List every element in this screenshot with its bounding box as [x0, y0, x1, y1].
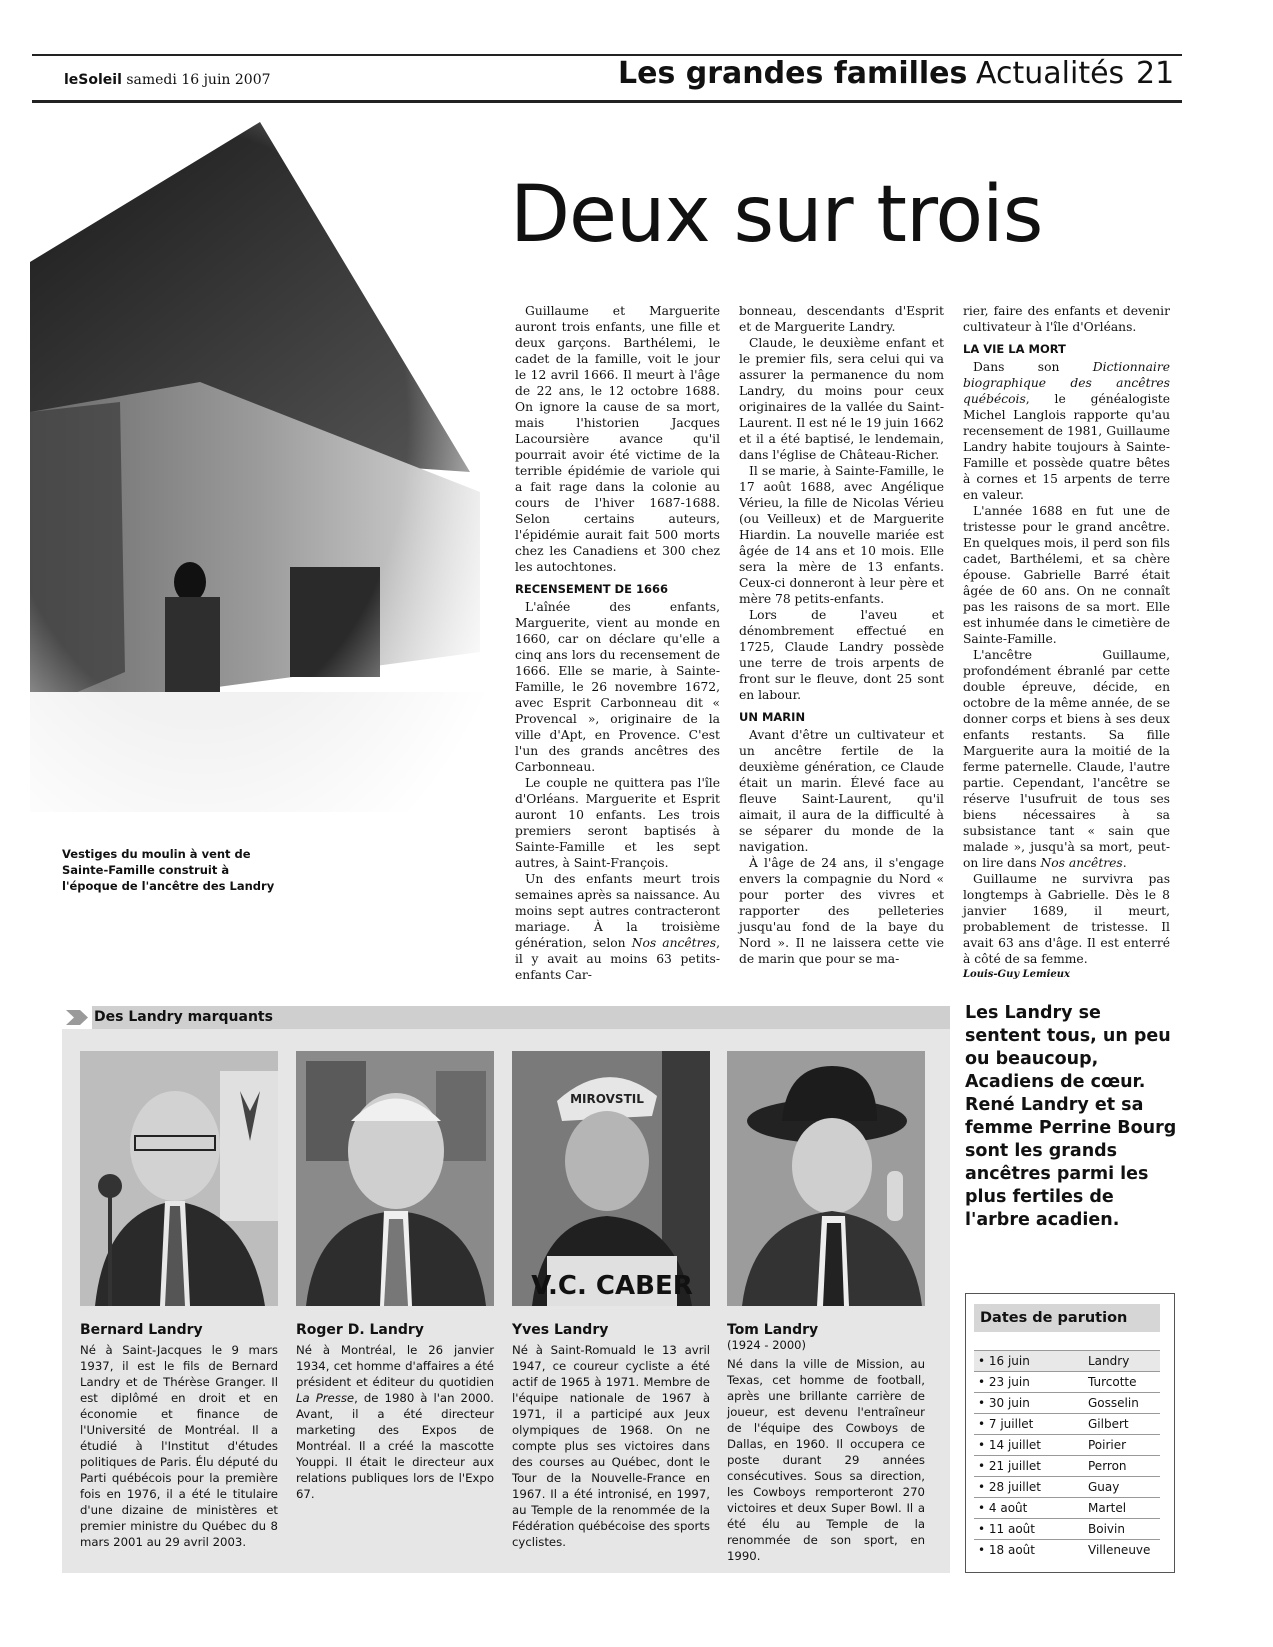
subheading: UN MARIN [739, 710, 806, 724]
paragraph: Lors de l'aveu et dénombrement effectué en 1725, Claude Landry possède une terre de trois arpents de front sur le fleuve, dont 25 sont en labour. [739, 608, 944, 702]
person-name: Yves Landry [512, 1322, 609, 1338]
person-bio: Né à Montréal, le 26 janvier 1934, cet homme d'affaires a été président et éditeur du quotidien La Presse, de 1980 à l'an 2000. Avant, il a été directeur marketing des Expos de Montréal. Il a créé la mascotte Youppi. Il était le directeur aux relations publiques lors de l'Expo 67. [296, 1343, 494, 1501]
paragraph: À l'âge de 24 ans, il s'engage envers la compagnie du Nord « pour porter des vivres et rapporter des pelleteries jusqu'au fond de la baye du Nord ». Il ne laissera cette vie de marin que pour se ma- [739, 856, 944, 966]
section-title: Les grandes familles [618, 56, 968, 91]
date-row: • 16 juin Landry [974, 1350, 1160, 1371]
roger-landry-photo [296, 1051, 494, 1306]
date-row: • 21 juillet Perron [974, 1455, 1160, 1476]
paragraph: L'aînée des enfants, Marguerite, vient au monde en 1660, car on déclare qu'elle a cinq ans lors du recensement de 1666. Elle se marie, à Sainte-Famille, le 26 novembre 1672, avec Esprit Carbonneau dit « Provencal », originaire de la ville d'Apt, en Provence. C'est l'un des grands ancêtres des Carbonneau. [515, 600, 720, 774]
issue-date: samedi 16 juin 2007 [126, 72, 271, 88]
person-card-roger [296, 1051, 494, 1502]
article-column-2 [739, 303, 944, 967]
subheading: LA VIE LA MORT [963, 342, 1066, 356]
paragraph: bonneau, descendants d'Esprit et de Marguerite Landry. [739, 304, 944, 334]
person-name: Tom Landry [727, 1322, 819, 1338]
jersey-text: V.C. CABER [531, 1271, 693, 1301]
paragraph: Guillaume ne survivra pas longtemps à Gabrielle. Dès le 8 janvier 1689, il meurt, probablement de tristesse. Il avait 63 ans d'âge. Il est enterré à côté de sa femme. [963, 872, 1170, 966]
date-row: • 18 août Villeneuve [974, 1539, 1160, 1560]
person-card-tom [727, 1051, 925, 1564]
photo-caption: Vestiges du moulin à vent de Sainte-Famille construit à l'époque de l'ancêtre des Landry [62, 847, 275, 893]
bernard-landry-photo [80, 1051, 278, 1306]
subheading: RECENSEMENT DE 1666 [515, 582, 668, 596]
paragraph: Claude, le deuxième enfant et le premier fils, sera celui qui va assurer la permanence du nom Landry, du moins pour ceux originaires de la vallée du Saint-Laurent. Il est né le 19 juin 1662 et il a été baptisé, le lendemain, dans l'église de Château-Richer. [739, 336, 944, 462]
masthead [64, 72, 271, 88]
windmill-ruin-photo [30, 112, 520, 812]
section-subtitle: Actualités [976, 56, 1125, 91]
header-rule-bottom [32, 100, 1182, 103]
paragraph: L'année 1688 en fut une de tristesse pour le grand ancêtre. En quelques mois, il perd son fils cadet, Barthélemi, et sa chère épouse. Gabrielle Barré était âgée de 60 ans. On ne connaît pas les raisons de sa mort. Elle est inhumée dans le cimetière de Sainte-Famille. [963, 504, 1170, 646]
paragraph: L'ancêtre Guillaume, profondément ébranlé par cette double épreuve, décide, en octobre de la même année, de se donner corps et biens à ses deux enfants restants. Sa fille Marguerite aura la moitié de la ferme paternelle. Claude, l'autre partie. Cependant, l'ancêtre se réserve l'usufruit de tous ses biens nécessaires à sa subsistance tant « sain que malade », jusqu'à sa mort, peut-on lire dans Nos ancêtres. [963, 648, 1170, 870]
pull-quote: Les Landry se sentent tous, un peu ou beaucoup, Acadiens de cœur. René Landry et sa femme Perrine Bourg sont les grands ancêtres parmi les plus fertiles de l'arbre acadien. [965, 1003, 1177, 1230]
person-card-bernard [80, 1051, 278, 1550]
person-bio: Né dans la ville de Mission, au Texas, cet homme de football, après une brillante carrière de joueur, est devenu l'entraîneur de l'équipe des Cowboys de Dallas, en 1960. Il occupera ce poste durant 29 années consécutives. Sous sa direction, les Cowboys remporteront 270 victoires et deux Super Bowl. Il a été élu au Temple de la renommée de son sport, en 1990. [727, 1357, 925, 1563]
article-headline: Deux sur trois [510, 170, 1043, 260]
person-card-yves [512, 1051, 710, 1550]
person-name: Bernard Landry [80, 1322, 203, 1338]
author-signature: Louis-Guy Lemieux [963, 969, 1071, 980]
date-row: • 28 juillet Guay [974, 1476, 1160, 1497]
arrow-right-icon [62, 1006, 92, 1029]
date-row: • 14 juillet Poirier [974, 1434, 1160, 1455]
date-row: • 4 août Martel [974, 1497, 1160, 1518]
paragraph: rier, faire des enfants et devenir cultivateur à l'île d'Orléans. [963, 304, 1170, 334]
paragraph: Le couple ne quittera pas l'île d'Orléans. Marguerite et Esprit auront 10 enfants. Les trois premiers seront baptisés à Sainte-Famille et les sept autres, à Saint-François. [515, 776, 720, 870]
page-number: 21 [1136, 56, 1175, 91]
paragraph: Avant d'être un cultivateur et un ancêtre fertile de la deuxième génération, ce Claude était un marin. Élevé face au fleuve Saint-Laurent, qu'il aimait, il aura de la difficulté à se séparer du monde de la navigation. [739, 728, 944, 854]
article-column-1 [515, 303, 720, 983]
paragraph: Guillaume et Marguerite auront trois enfants, une fille et deux garçons. Barthélemi, le cadet de la famille, voit le jour le 12 avril 1666. Il meurt à l'âge de 22 ans, le 12 octobre 1688. On ignore la cause de sa mort, mais l'historien Jacques Lacoursière avance qu'il pourrait avoir été victime de la terrible épidémie de variole qui a fait rage dans la colonie au cours de l'hiver 1687-1688. Selon certains auteurs, l'épidémie aurait fait 500 morts chez les Canadiens et 300 chez les autochtones. [515, 304, 720, 574]
paragraph: Un des enfants meurt trois semaines après sa naissance. Au moins sept autres contracteront mariage. À la troisième génération, selon Nos ancêtres, il y avait au moins 63 petits-enfants Car- [515, 872, 720, 982]
person-name: Roger D. Landry [296, 1322, 424, 1338]
yves-landry-photo [512, 1051, 710, 1306]
box-title: Des Landry marquants [94, 1009, 273, 1025]
date-row: • 7 juillet Gilbert [974, 1413, 1160, 1434]
publication-dates-list [974, 1350, 1160, 1560]
publication-dates-title: Dates de parution [974, 1304, 1160, 1332]
person-years: (1924 - 2000) [727, 1338, 806, 1352]
cap-text: MIROVSTIL [570, 1092, 644, 1106]
article-column-3 [963, 303, 1170, 983]
person-bio: Né à Saint-Romuald le 13 avril 1947, ce coureur cycliste a été actif de 1965 à 1971. Membre de l'équipe nationale de 1967 à 1971, il a participé aux Jeux olympiques de 1968. On ne compte plus ses victoires dans des courses au Québec, dont le Tour de la Nouvelle-France en 1967. Il a été intronisé, en 1997, au Temple de la renommée de la Fédération québécoise des sports cyclistes. [512, 1343, 710, 1549]
date-row: • 30 juin Gosselin [974, 1392, 1160, 1413]
date-row: • 23 juin Turcotte [974, 1371, 1160, 1392]
tom-landry-photo [727, 1051, 925, 1306]
paragraph: Dans son Dictionnaire biographique des ancêtres québécois, le généalogiste Michel Langlois rapporte qu'au recensement de 1981, Guillaume Landry habite toujours à Sainte-Famille et possède quatre bêtes à cornes et 15 arpents de terre en valeur. [963, 360, 1170, 502]
person-bio: Né à Saint-Jacques le 9 mars 1937, il est le fils de Bernard Landry et de Thérèse Granger. Il est diplômé en droit et en économie et finance de l'Université de Montréal. Il a étudié à l'Institut d'études politiques de Paris. Élu député du Parti québécois pour la première fois en 1976, il a été le titulaire d'une dizaine de ministères et premier ministre du Québec du 8 mars 2001 au 29 avril 2003. [80, 1343, 278, 1549]
paragraph: Il se marie, à Sainte-Famille, le 17 août 1688, avec Angélique Vérieu, la fille de Nicolas Vérieu (ou Veilleux) et de Marguerite Hiardin. La nouvelle mariée est âgée de 14 ans et 10 mois. Elle sera la mère de 13 enfants. Ceux-ci donneront à leur père et mère 78 petits-enfants. [739, 464, 944, 606]
date-row: • 11 août Boivin [974, 1518, 1160, 1539]
newspaper-brand: leSoleil [64, 72, 122, 88]
